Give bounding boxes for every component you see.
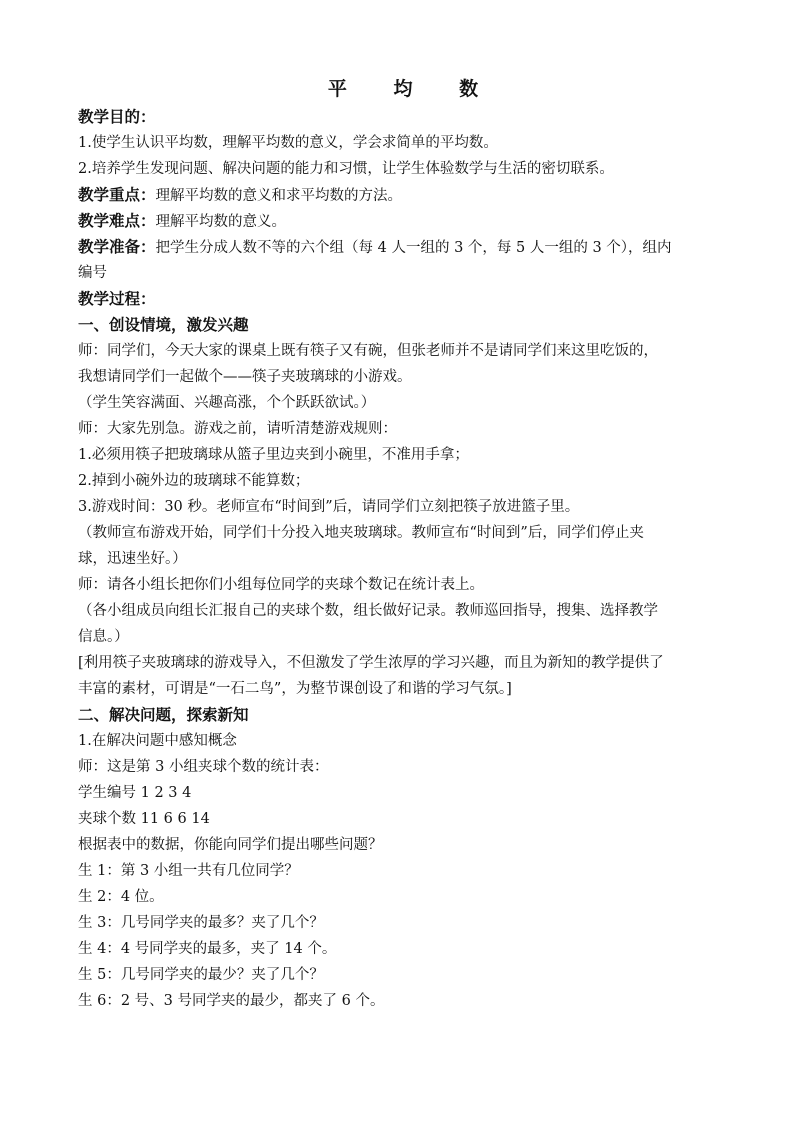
paragraph-line: 球，迅速坐好。） [78, 551, 187, 567]
table-row-ball-count: 夹球个数 11 6 6 14 [78, 811, 210, 827]
preparation-label: 教学准备： [78, 238, 156, 256]
section-1-heading: 一、创设情境，激发兴趣 [78, 316, 249, 334]
difficulty-row [78, 208, 728, 234]
dialogue-line: 生 5：几号同学夹的最少？夹了几个？ [78, 967, 324, 983]
key-point-row [78, 182, 728, 208]
paragraph-line: （各小组成员向组长汇报自己的夹球个数，组长做好记录。教师巡回指导，搜集、选择教学 [78, 603, 658, 619]
paragraph-line: 师：这是第 3 小组夹球个数的统计表： [78, 759, 329, 775]
subsection-heading: 1.在解决问题中感知概念 [78, 733, 237, 749]
difficulty-label: 教学难点： [78, 212, 156, 230]
document-page [78, 74, 728, 1014]
key-point-label: 教学重点： [78, 186, 156, 204]
difficulty-text: 理解平均数的意义。 [155, 214, 287, 230]
section-2-heading: 二、解决问题，探索新知 [78, 706, 249, 724]
paragraph-line: （教师宣布游戏开始，同学们十分投入地夹玻璃球。教师宣布“时间到”后，同学们停止夹 [78, 525, 644, 541]
dialogue-line: 生 2：4 位。 [78, 889, 164, 905]
rule-item: 1.必须用筷子把玻璃球从篮子里边夹到小碗里，不准用手拿； [78, 447, 469, 463]
paragraph-line: 信息。） [78, 629, 129, 645]
process-heading: 教学过程： [78, 290, 156, 308]
rule-item: 3.游戏时间：30 秒。老师宣布“时间到”后，请同学们立刻把筷子放进篮子里。 [78, 499, 580, 515]
section-2-body [78, 728, 728, 1014]
dialogue-line: 生 3：几号同学夹的最多？夹了几个？ [78, 915, 324, 931]
dialogue-line: 生 6：2 号、3 号同学夹的最少，都夹了 6 个。 [78, 993, 385, 1009]
section-1-body [78, 338, 728, 702]
commentary-line: [利用筷子夹玻璃球的游戏导入，不但激发了学生浓厚的学习兴趣，而且为新知的教学提供了 [78, 655, 664, 671]
commentary-line: 丰富的素材，可谓是“一石二鸟”，为整节课创设了和谐的学习气氛。] [78, 681, 512, 697]
table-row-student-number: 学生编号 1 2 3 4 [78, 785, 192, 801]
paragraph-line: 师：同学们，今天大家的课桌上既有筷子又有碗，但张老师并不是请同学们来这里吃饭的， [78, 343, 658, 359]
key-point-text: 理解平均数的意义和求平均数的方法。 [155, 188, 403, 204]
document-title: 平 均 数 [327, 78, 499, 100]
paragraph-line: 我想请同学们一起做个——筷子夹玻璃球的小游戏。 [78, 369, 412, 385]
objective-item-1: 1.使学生认识平均数，理解平均数的意义，学会求简单的平均数。 [78, 135, 498, 151]
paragraph-line: 根据表中的数据，你能向同学们提出哪些问题？ [78, 837, 383, 853]
paragraph-line: 师：大家先别急。游戏之前，请听清楚游戏规则： [78, 421, 397, 437]
objectives-heading: 教学目的： [78, 108, 156, 126]
paragraph-line: 师：请各小组长把你们小组每位同学的夹球个数记在统计表上。 [78, 577, 484, 593]
rule-item: 2.掉到小碗外边的玻璃球不能算数； [78, 473, 310, 489]
paragraph-line: （学生笑容满面、兴趣高涨，个个跃跃欲试。） [78, 395, 376, 411]
dialogue-line: 生 1：第 3 小组一共有几位同学？ [78, 863, 299, 879]
dialogue-line: 生 4：4 号同学夹的最多，夹了 14 个。 [78, 941, 337, 957]
preparation-text-line-1: 把学生分成人数不等的六个组（每 4 人一组的 3 个，每 5 人一组的 3 个），组内 [155, 240, 672, 256]
preparation-text-line-2: 编号 [78, 265, 107, 281]
preparation-row [78, 234, 728, 260]
objective-item-2: 2.培养学生发现问题、解决问题的能力和习惯，让学生体验数学与生活的密切联系。 [78, 161, 614, 177]
